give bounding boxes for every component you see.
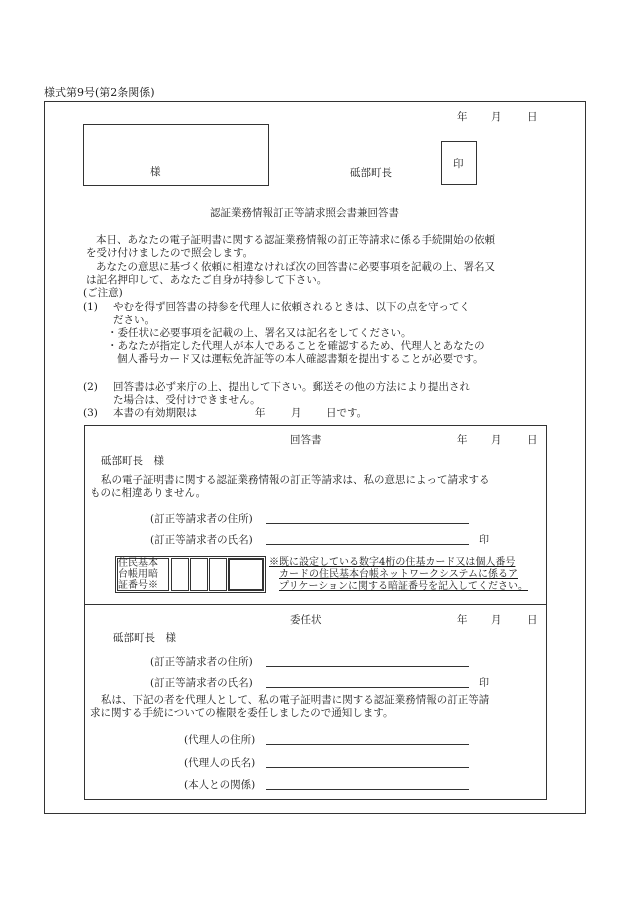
header-month: 月 — [491, 111, 502, 123]
note3-year: 年 — [255, 407, 266, 419]
body-p1-line1: 本日、あなたの電子証明書に関する認証業務情報の訂正等請求に係る手続開始の依頼 — [96, 234, 495, 246]
note1-bullet1: ・委任状に必要事項を記載の上、署名又は記名をしてください。 — [107, 327, 412, 339]
pin-note-line1: ※既に設定している数字4桁の住基カード又は個人番号 — [269, 557, 516, 568]
delegation-text-line2: 求に関する手続についての権限を委任しましたので通知します。 — [90, 707, 394, 719]
reply-title: 回答書 — [290, 434, 322, 446]
relation-input[interactable] — [266, 789, 469, 790]
note1-number: (1) — [83, 301, 98, 313]
delegation-year: 年 — [457, 614, 468, 626]
note1-line2: ださい。 — [113, 314, 155, 326]
delegation-address-input[interactable] — [266, 666, 469, 667]
reply-name-label: (訂正等請求者の氏名) — [150, 534, 253, 546]
reply-name-input[interactable] — [266, 544, 469, 545]
reply-month: 月 — [491, 434, 502, 446]
pin-label-line1: 住民基本 — [118, 558, 158, 569]
delegation-text-line1: 私は、下記の者を代理人として、私の電子証明書に関する認証業務情報の訂正等請 — [101, 694, 490, 706]
note2-line1: 回答書は必ず来庁の上、提出して下さい。郵送その他の方法により提出され — [113, 381, 470, 393]
pin-digit-1[interactable] — [171, 558, 189, 591]
delegation-month: 月 — [491, 614, 502, 626]
header-year: 年 — [457, 111, 468, 123]
reply-divider — [84, 604, 547, 605]
body-p2-line2: は記名押印して、あなたご自身が持参して下さい。 — [86, 274, 328, 286]
agent-name-input[interactable] — [266, 767, 469, 768]
sender-name: 砥部町長 — [350, 167, 392, 179]
note1-bullet2-line1: ・あなたが指定した代理人が本人であることを確認するため、代理人とあなたの — [107, 340, 485, 352]
note3-number: (3) — [83, 407, 98, 419]
stamp-label: 印 — [453, 158, 464, 170]
delegation-seal-mark: 印 — [479, 678, 489, 689]
addressee-suffix: 様 — [150, 166, 161, 178]
header-day: 日 — [527, 111, 538, 123]
agent-address-label: (代理人の住所) — [184, 734, 256, 746]
reply-text-line2: ものに相違ありません。 — [90, 487, 207, 499]
note2-line2: た場合は、受付けできません。 — [113, 394, 261, 406]
form-number-label: 様式第9号(第2条関係) — [44, 86, 155, 99]
delegation-title: 委任状 — [290, 614, 322, 626]
reply-addressee: 砥部町長 様 — [101, 455, 164, 467]
note1-bullet2-line2: 個人番号カード又は運転免許証等の本人確認書類を提出することが必要です。 — [117, 353, 484, 365]
notes-heading: (ご注意) — [83, 287, 123, 299]
pin-note-line2: カードの住民基本台帳ネットワークシステムに係るア — [279, 569, 518, 580]
agent-name-label: (代理人の氏名) — [184, 757, 256, 769]
document-title: 認証業務情報訂正等請求照会書兼回答書 — [210, 207, 399, 219]
delegation-addressee: 砥部町長 様 — [113, 632, 176, 644]
relation-label: (本人との関係) — [184, 779, 256, 791]
note3-month: 月 — [291, 407, 302, 419]
delegation-name-input[interactable] — [266, 687, 469, 688]
pin-digit-4[interactable] — [228, 558, 264, 591]
reply-address-label: (訂正等請求者の住所) — [150, 513, 253, 525]
delegation-name-label: (訂正等請求者の氏名) — [150, 677, 253, 689]
reply-seal-mark: 印 — [479, 535, 489, 546]
reply-day: 日 — [527, 434, 538, 446]
note3-day: 日です。 — [326, 407, 368, 419]
body-p2-line1: あなたの意思に基づく依頼に相違なければ次の回答書に必要事項を記載の上、署名又 — [96, 261, 495, 273]
body-p1-line2: を受け付けましたので照会します。 — [86, 247, 254, 259]
pin-label-line3: 証番号※ — [118, 580, 158, 591]
note2-number: (2) — [83, 381, 98, 393]
pin-digit-3[interactable] — [209, 558, 227, 591]
delegation-address-label: (訂正等請求者の住所) — [150, 656, 253, 668]
reply-year: 年 — [457, 434, 468, 446]
note3-text: 本書の有効期限は — [113, 407, 197, 419]
reply-address-input[interactable] — [266, 523, 469, 524]
addressee-box[interactable] — [83, 124, 269, 186]
pin-digit-2[interactable] — [190, 558, 208, 591]
pin-label-line2: 台帳用暗 — [118, 569, 158, 580]
note1-line1: やむを得ず回答書の持参を代理人に依頼されるときは、以下の点を守ってく — [113, 301, 470, 313]
pin-note-line3: プリケーションに関する暗証番号を記入してください。 — [279, 581, 528, 592]
delegation-day: 日 — [527, 614, 538, 626]
reply-text-line1: 私の電子証明書に関する認証業務情報の訂正等請求は、私の意思によって請求する — [101, 474, 490, 486]
agent-address-input[interactable] — [266, 744, 469, 745]
